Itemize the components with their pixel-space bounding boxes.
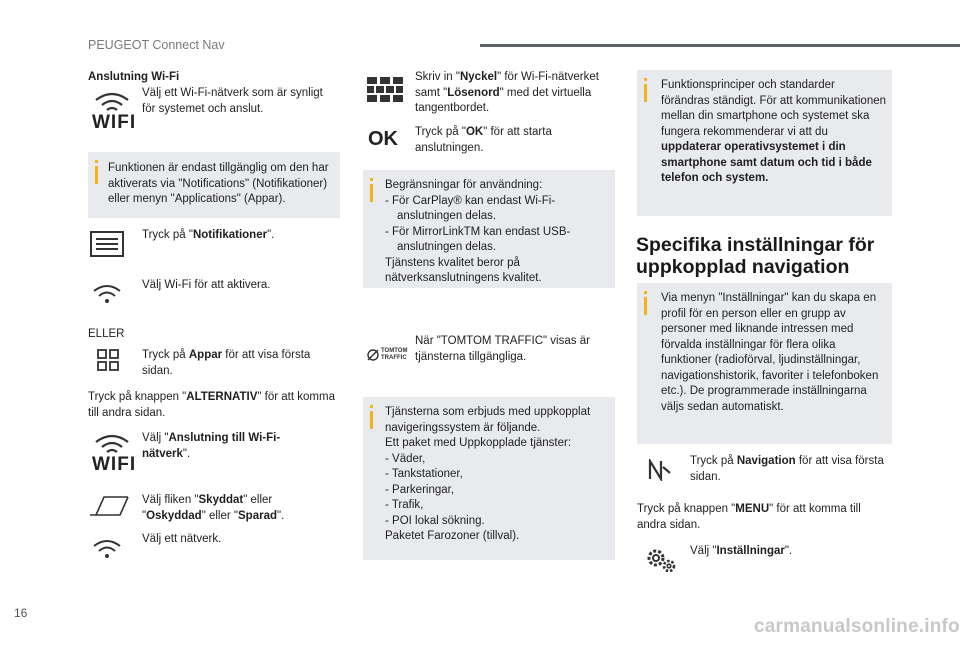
list-item: - POI lokal sökning. bbox=[385, 514, 485, 527]
info-note-services bbox=[363, 397, 615, 560]
step-select-tab: Välj fliken "Skyddat" eller "Oskyddad" eller "Sparad". bbox=[142, 494, 285, 522]
list-item: - Trafik, bbox=[385, 499, 424, 511]
info-note-text: Funktionsprinciper och standarder förändras ständigt. För att kommunikationen mellan din smartphone och systemet ska fungera rekommenderar vi att du uppdaterar operativsystemet i din smartphone samt datum och tid i både telefon och system. bbox=[661, 79, 887, 184]
info-marker bbox=[95, 166, 98, 184]
ok-icon: OK bbox=[368, 128, 398, 150]
info-marker bbox=[370, 411, 373, 429]
wifi-icon bbox=[90, 432, 137, 476]
step-select-network: Välj ett Wi-Fi-nätverk som är synligt för systemet och anslut. bbox=[142, 87, 323, 115]
watermark: carmanualsonline.info bbox=[754, 616, 960, 637]
navigation-icon bbox=[648, 459, 672, 481]
step-tap-apps: Tryck på Appar för att visa första sidan. bbox=[142, 349, 311, 377]
header-rule bbox=[480, 44, 960, 47]
section-heading-wifi: Anslutning Wi-Fi bbox=[88, 71, 180, 83]
info-marker bbox=[644, 84, 647, 102]
keyboard-icon bbox=[366, 76, 406, 104]
info-note-notifications bbox=[88, 152, 340, 218]
step-choose-network: Välj ett nätverk. bbox=[142, 533, 222, 545]
list-item: - Parkeringar, bbox=[385, 483, 455, 496]
info-marker bbox=[644, 297, 647, 315]
step-enter-key: Skriv in "Nyckel" för Wi-Fi-nätverket samt "Lösenord" med det virtuella tangentbordet. bbox=[415, 71, 599, 114]
or-separator: ELLER bbox=[88, 328, 125, 340]
step-select-wifi-connection: Välj "Anslutning till Wi-Fi-nätverk". bbox=[142, 432, 281, 460]
step-tap-notifications: Tryck på "Notifikationer". bbox=[142, 229, 275, 241]
wifi-label: WIFI bbox=[92, 112, 137, 133]
step-menu-button: Tryck på knappen "MENU" för att komma till andra sidan. bbox=[637, 503, 861, 531]
list-item: - Väder, bbox=[385, 452, 426, 465]
running-header: PEUGEOT Connect Nav bbox=[88, 38, 225, 52]
tab-icon bbox=[88, 495, 130, 517]
step-tomtom-status: När "TOMTOM TRAFFIC" visas är tjänsterna tillgängliga. bbox=[415, 335, 590, 363]
info-note-text: Begränsningar för användning: - För CarPlay® kan endast Wi-Fi-anslutningen delas. - För MirrorLinkTM kan endast USB-anslutningen delas. Tjänstens kvalitet beror på nätverksanslutningens kvalitet. bbox=[385, 179, 571, 284]
info-note-text: Funktionen är endast tillgänglig om den har aktiverats via "Notifications" (Notifikationer) eller menyn "Applications" (Appar). bbox=[108, 162, 329, 205]
info-note-text: Tjänsterna som erbjuds med uppkopplat navigeringssystem är följande. Ett paket med Uppkopplade tjänster: - Väder, - Tankstationer, - Parkeringar, - Trafik, - POI lokal sökning. Paketet Farozoner (tillval). bbox=[385, 405, 607, 545]
step-options-button: Tryck på knappen "ALTERNATIV" för att komma till andra sidan. bbox=[88, 391, 335, 419]
info-note-standards bbox=[637, 70, 892, 216]
step-enable-wifi: Välj Wi-Fi för att aktivera. bbox=[142, 279, 271, 291]
apps-grid-icon bbox=[96, 348, 120, 372]
settings-gear-icon bbox=[644, 545, 678, 575]
notifications-icon bbox=[88, 228, 128, 260]
step-select-settings: Välj "Inställningar". bbox=[690, 545, 793, 557]
info-note-text: Via menyn "Inställningar" kan du skapa en profil för en person eller en grupp av personer med liknande intressen med förvalda inställningar för flera olika funktioner (radioförval, ljudinställningar, navigationshistorik, favoriter i telefonboken etc.). De programmerade inställningarna väljs sedan automatiskt. bbox=[661, 292, 879, 413]
info-note-profiles bbox=[637, 283, 892, 444]
tomtom-traffic-logo: TOMTOM TRAFFIC bbox=[366, 347, 410, 367]
step-tap-navigation: Tryck på Navigation för att visa första sidan. bbox=[690, 455, 884, 483]
wifi-icon bbox=[92, 283, 122, 305]
wifi-icon bbox=[92, 538, 122, 560]
page-number: 16 bbox=[14, 606, 28, 620]
wifi-icon bbox=[90, 90, 137, 134]
info-note-limitations bbox=[363, 170, 615, 288]
section-title: Specifika inställningar för uppkopplad navigation bbox=[636, 234, 875, 278]
list-item: - Tankstationer, bbox=[385, 468, 463, 480]
info-marker bbox=[370, 184, 373, 202]
step-tap-ok: Tryck på "OK" för att starta anslutningen. bbox=[415, 126, 552, 154]
wifi-label: WIFI bbox=[92, 454, 137, 475]
